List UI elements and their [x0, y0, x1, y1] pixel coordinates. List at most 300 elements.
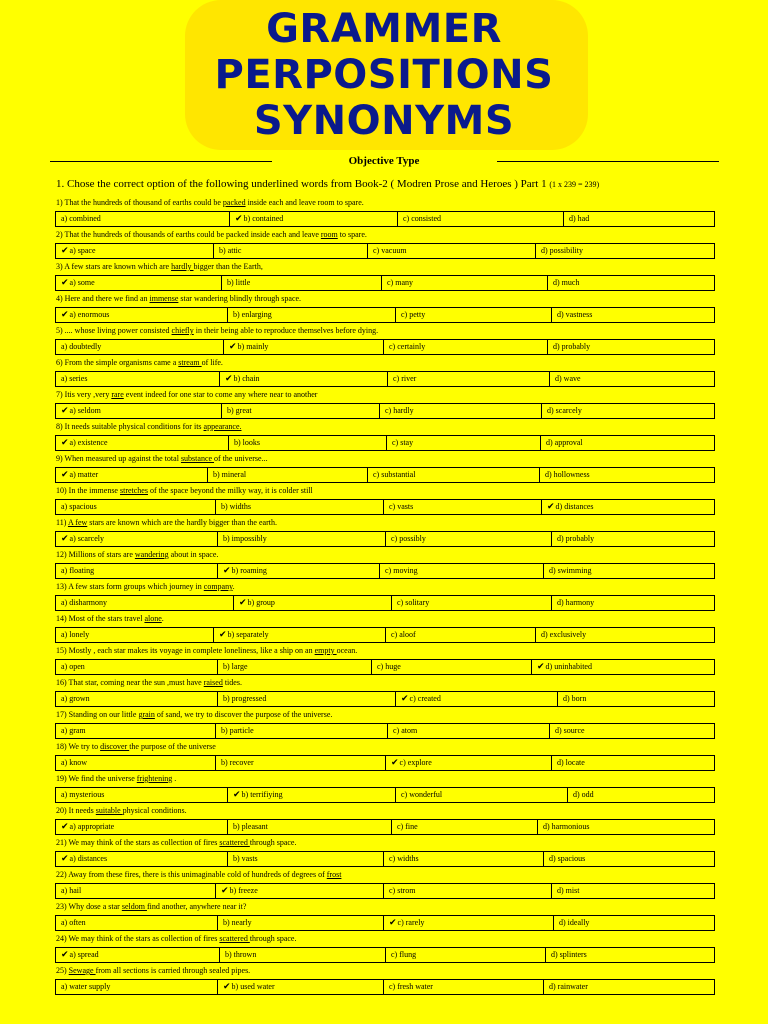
question-text-post: physical conditions.: [122, 806, 187, 815]
option-cell[interactable]: [56, 628, 214, 642]
option-cell[interactable]: [56, 980, 218, 994]
option-cell[interactable]: [387, 436, 541, 450]
option-cell[interactable]: [56, 468, 208, 482]
check-mark-icon: ✔: [61, 246, 69, 256]
option-cell[interactable]: [222, 276, 382, 290]
question-item: [55, 579, 715, 611]
option-row: [55, 595, 715, 611]
option-label: c) vasts: [389, 502, 414, 511]
option-label: b) enlarging: [233, 310, 272, 319]
option-row: [55, 915, 715, 931]
underlined-word: alone: [144, 614, 162, 623]
question-text: [56, 323, 378, 338]
option-cell[interactable]: [542, 500, 714, 514]
option-cell[interactable]: [56, 692, 218, 706]
option-label: c) river: [393, 374, 417, 383]
option-label: d) odd: [573, 790, 594, 799]
question-text-pre: 5) .... whose living power consisted: [56, 326, 172, 335]
question-item: [55, 707, 715, 739]
option-cell[interactable]: [368, 244, 536, 258]
option-label: c) certainly: [389, 342, 426, 351]
option-label: a) enormous: [69, 310, 110, 319]
question-text: [56, 931, 296, 946]
underlined-word: discover: [100, 742, 130, 751]
option-cell[interactable]: [544, 852, 714, 866]
option-label: d) distances: [555, 502, 594, 511]
option-cell[interactable]: [384, 884, 552, 898]
option-cell[interactable]: [558, 692, 714, 706]
check-mark-icon: ✔: [233, 790, 241, 800]
question-item: [55, 547, 715, 579]
check-mark-icon: ✔: [225, 374, 233, 384]
option-row: [55, 691, 715, 707]
question-item: [55, 387, 715, 419]
option-cell[interactable]: [218, 660, 372, 674]
option-label: c) widths: [389, 854, 419, 863]
option-label: d) born: [563, 694, 587, 703]
underlined-word: scattered: [219, 934, 250, 943]
option-label: b) little: [227, 278, 251, 287]
option-row: [55, 275, 715, 291]
section-heading: [56, 178, 756, 190]
option-label: a) matter: [69, 470, 99, 479]
option-row: [55, 627, 715, 643]
check-mark-icon: ✔: [61, 854, 69, 864]
option-cell[interactable]: [384, 340, 548, 354]
option-cell[interactable]: [56, 596, 234, 610]
question-text-post: from all sections is carried through sealed pipes.: [95, 966, 251, 975]
question-text: [56, 675, 242, 690]
question-text: [56, 707, 332, 722]
option-cell[interactable]: [214, 628, 386, 642]
question-text-post: star wandering blindly through space.: [178, 294, 302, 303]
option-cell[interactable]: [540, 468, 714, 482]
option-label: b) chain: [233, 374, 260, 383]
option-label: b) mineral: [213, 470, 247, 479]
option-label: c) explore: [399, 758, 432, 767]
option-cell[interactable]: [546, 948, 714, 962]
underlined-word: stream: [178, 358, 202, 367]
underlined-word: room: [320, 230, 338, 239]
question-text: [56, 547, 218, 562]
option-label: d) mist: [557, 886, 580, 895]
underlined-word: chiefly: [171, 326, 194, 335]
option-row: [55, 403, 715, 419]
question-text: [56, 387, 317, 402]
option-row: [55, 371, 715, 387]
option-label: d) exclusively: [541, 630, 587, 639]
option-label: a) lonely: [61, 630, 90, 639]
option-cell[interactable]: [228, 308, 396, 322]
check-mark-icon: ✔: [221, 886, 229, 896]
question-text: [56, 355, 223, 370]
question-item: [55, 643, 715, 675]
option-cell[interactable]: [218, 980, 384, 994]
option-cell[interactable]: [56, 820, 228, 834]
question-item: [55, 611, 715, 643]
question-text-post: .: [161, 614, 164, 623]
question-text-pre: 10) In the immense: [56, 486, 120, 495]
question-text: [56, 899, 246, 914]
option-cell[interactable]: [536, 244, 714, 258]
option-cell[interactable]: [388, 372, 550, 386]
check-mark-icon: ✔: [235, 214, 243, 224]
question-text: [56, 771, 176, 786]
option-cell[interactable]: [386, 756, 552, 770]
option-cell[interactable]: [552, 532, 714, 546]
option-cell[interactable]: [386, 628, 536, 642]
option-label: b) widths: [221, 502, 251, 511]
option-cell[interactable]: [56, 340, 224, 354]
option-cell[interactable]: [230, 212, 398, 226]
option-cell[interactable]: [532, 660, 714, 674]
option-cell[interactable]: [552, 308, 714, 322]
option-cell[interactable]: [56, 308, 228, 322]
question-item: [55, 867, 715, 899]
question-text: [56, 419, 242, 434]
option-cell[interactable]: [386, 532, 552, 546]
option-cell[interactable]: [218, 916, 384, 930]
option-label: d) uninhabited: [545, 662, 592, 671]
option-label: b) contained: [243, 214, 284, 223]
question-text: [56, 739, 216, 754]
option-cell[interactable]: [388, 724, 550, 738]
question-text: [56, 291, 301, 306]
option-cell[interactable]: [368, 468, 540, 482]
option-row: [55, 499, 715, 515]
question-text-post: to spare.: [337, 230, 367, 239]
question-item: [55, 259, 715, 291]
option-cell[interactable]: [222, 404, 380, 418]
question-text: [56, 579, 235, 594]
underlined-word: rare: [111, 390, 124, 399]
question-text: [56, 451, 268, 466]
question-text-post: of life.: [201, 358, 223, 367]
option-label: c) possibly: [391, 534, 426, 543]
option-row: [55, 307, 715, 323]
question-text-post: ocean.: [336, 646, 358, 655]
question-text-pre: 20) It needs: [56, 806, 96, 815]
option-cell[interactable]: [384, 852, 544, 866]
option-label: d) swimming: [549, 566, 592, 575]
option-cell[interactable]: [216, 724, 388, 738]
option-label: d) scarcely: [547, 406, 582, 415]
option-cell[interactable]: [380, 404, 542, 418]
option-cell[interactable]: [538, 820, 714, 834]
option-label: c) moving: [385, 566, 418, 575]
option-cell[interactable]: [548, 340, 714, 354]
section-heading-text: 1. Chose the correct option of the following underlined words from Book-2 ( Modren Prose and Heroes ) Part 1: [56, 178, 547, 190]
option-cell[interactable]: [392, 596, 552, 610]
question-text-pre: 8) It needs suitable physical conditions for its: [56, 422, 204, 431]
option-label: d) approval: [546, 438, 583, 447]
option-cell[interactable]: [542, 404, 714, 418]
option-label: a) spread: [69, 950, 99, 959]
option-label: b) particle: [221, 726, 254, 735]
option-cell[interactable]: [56, 276, 222, 290]
option-label: d) splinters: [551, 950, 587, 959]
option-label: d) harmony: [557, 598, 595, 607]
option-cell[interactable]: [544, 980, 714, 994]
option-label: c) rarely: [397, 918, 425, 927]
option-cell[interactable]: [56, 372, 220, 386]
option-cell[interactable]: [548, 276, 714, 290]
option-label: d) much: [553, 278, 580, 287]
check-mark-icon: ✔: [61, 950, 69, 960]
check-mark-icon: ✔: [401, 694, 409, 704]
question-text: [56, 803, 187, 818]
question-text: [56, 643, 357, 658]
option-label: a) hail: [61, 886, 82, 895]
question-text-post: through space.: [249, 934, 297, 943]
option-cell[interactable]: [552, 756, 714, 770]
underlined-word: grain: [138, 710, 155, 719]
option-label: c) fresh water: [389, 982, 433, 991]
option-cell[interactable]: [372, 660, 532, 674]
question-text: [56, 483, 313, 498]
option-cell[interactable]: [216, 756, 386, 770]
option-label: c) substantial: [373, 470, 416, 479]
question-text: [56, 195, 364, 210]
option-label: a) open: [61, 662, 85, 671]
question-text-post: inside each and leave room to spare.: [245, 198, 364, 207]
option-cell[interactable]: [56, 500, 216, 514]
option-label: b) nearly: [223, 918, 252, 927]
option-row: [55, 563, 715, 579]
underlined-word: immense: [149, 294, 179, 303]
option-label: a) often: [61, 918, 86, 927]
question-text-pre: 17) Standing on our little: [56, 710, 139, 719]
question-text-post: of the space beyond the milky way, it is colder still: [147, 486, 313, 495]
option-row: [55, 723, 715, 739]
underlined-word: packed: [222, 198, 246, 207]
option-cell[interactable]: [392, 820, 538, 834]
option-label: c) flung: [391, 950, 417, 959]
check-mark-icon: ✔: [61, 470, 69, 480]
option-cell[interactable]: [228, 788, 396, 802]
option-label: d) hollowness: [545, 470, 590, 479]
check-mark-icon: ✔: [61, 278, 69, 288]
question-item: [55, 483, 715, 515]
question-text: [56, 227, 367, 242]
option-cell[interactable]: [56, 756, 216, 770]
option-cell[interactable]: [56, 852, 228, 866]
option-cell[interactable]: [56, 948, 220, 962]
option-cell[interactable]: [56, 660, 218, 674]
option-cell[interactable]: [56, 884, 216, 898]
question-text-pre: 24) We may think of the stars as collection of fires: [56, 934, 220, 943]
option-label: a) water supply: [61, 982, 111, 991]
option-cell[interactable]: [380, 564, 544, 578]
option-label: a) some: [69, 278, 95, 287]
check-mark-icon: ✔: [537, 662, 545, 672]
option-cell[interactable]: [536, 628, 714, 642]
underlined-word: Sewage: [68, 966, 96, 975]
option-cell[interactable]: [384, 500, 542, 514]
option-label: a) appropriate: [69, 822, 115, 831]
option-row: [55, 947, 715, 963]
question-text-pre: 23) Why dose a star: [56, 902, 122, 911]
option-label: d) wave: [555, 374, 581, 383]
subtitle: Objective Type: [348, 155, 420, 167]
underlined-word: seldom: [121, 902, 147, 911]
option-cell[interactable]: [552, 884, 714, 898]
option-label: b) impossibly: [223, 534, 267, 543]
option-cell[interactable]: [220, 948, 386, 962]
option-label: a) floating: [61, 566, 95, 575]
option-cell[interactable]: [228, 820, 392, 834]
option-cell[interactable]: [568, 788, 714, 802]
option-cell[interactable]: [544, 564, 714, 578]
check-mark-icon: ✔: [391, 758, 399, 768]
question-text-post: of sand, we try to discover the purpose of the universe.: [154, 710, 333, 719]
option-cell[interactable]: [384, 916, 554, 930]
option-cell[interactable]: [220, 372, 388, 386]
underlined-word: A few: [67, 518, 88, 527]
option-cell[interactable]: [386, 948, 546, 962]
option-cell[interactable]: [396, 692, 558, 706]
check-mark-icon: ✔: [219, 630, 227, 640]
option-label: a) know: [61, 758, 87, 767]
option-label: c) petty: [401, 310, 426, 319]
option-cell[interactable]: [229, 436, 387, 450]
underlined-word: suitable: [95, 806, 123, 815]
option-label: c) vacuum: [373, 246, 407, 255]
option-cell[interactable]: [56, 564, 218, 578]
option-label: b) vasts: [233, 854, 258, 863]
question-item: [55, 195, 715, 227]
question-text: [56, 835, 296, 850]
option-label: d) ideally: [559, 918, 590, 927]
underlined-word: substance: [180, 454, 215, 463]
option-cell[interactable]: [224, 340, 384, 354]
question-text-pre: 22) Away from these fires, there is this unimaginable cold of hundreds of degrees of: [56, 870, 327, 879]
option-label: b) freeze: [229, 886, 258, 895]
check-mark-icon: ✔: [223, 982, 231, 992]
option-cell[interactable]: [552, 596, 714, 610]
option-row: [55, 819, 715, 835]
option-cell[interactable]: [396, 308, 552, 322]
option-cell[interactable]: [214, 244, 368, 258]
question-text-post: bigger than the Earth,: [193, 262, 263, 271]
option-label: b) attic: [219, 246, 242, 255]
option-cell[interactable]: [56, 788, 228, 802]
option-cell[interactable]: [382, 276, 548, 290]
underlined-word: frightening: [136, 774, 173, 783]
check-mark-icon: ✔: [61, 534, 69, 544]
option-cell[interactable]: [218, 692, 396, 706]
question-text-post: of the universe...: [214, 454, 268, 463]
option-row: [55, 755, 715, 771]
option-cell[interactable]: [564, 212, 714, 226]
option-cell[interactable]: [384, 980, 544, 994]
question-text-pre: 6) From the simple organisms came a: [56, 358, 179, 367]
option-cell[interactable]: [56, 724, 216, 738]
check-mark-icon: ✔: [61, 406, 69, 416]
option-label: c) created: [409, 694, 441, 703]
option-label: a) series: [61, 374, 88, 383]
question-text-pre: 16) That star, coming near the sun ,must have: [56, 678, 204, 687]
option-label: a) doubtedly: [61, 342, 102, 351]
option-cell[interactable]: [228, 852, 384, 866]
option-label: a) existence: [69, 438, 108, 447]
option-label: d) locate: [557, 758, 585, 767]
option-label: b) thrown: [225, 950, 257, 959]
question-text-pre: 18) We try to: [56, 742, 101, 751]
option-label: d) source: [555, 726, 585, 735]
question-text-post: the purpose of the universe: [129, 742, 216, 751]
check-mark-icon: ✔: [61, 438, 69, 448]
question-item: [55, 291, 715, 323]
question-text-pre: 14) Most of the stars travel: [56, 614, 145, 623]
check-mark-icon: ✔: [239, 598, 247, 608]
option-cell[interactable]: [234, 596, 392, 610]
check-mark-icon: ✔: [61, 310, 69, 320]
question-text-pre: 3) A few stars are known which are: [56, 262, 172, 271]
section-heading-note: (1 x 239 = 239): [549, 180, 600, 189]
option-label: b) roaming: [231, 566, 267, 575]
underlined-word: empty: [314, 646, 337, 655]
question-item: [55, 675, 715, 707]
check-mark-icon: ✔: [229, 342, 237, 352]
underlined-word: frost: [326, 870, 342, 879]
option-cell[interactable]: [56, 532, 218, 546]
option-label: b) pleasant: [233, 822, 268, 831]
question-text: [56, 611, 164, 626]
underlined-word: stretches: [119, 486, 148, 495]
option-label: c) strom: [389, 886, 416, 895]
option-cell[interactable]: [550, 372, 714, 386]
underlined-word: wandering: [134, 550, 169, 559]
option-row: [55, 787, 715, 803]
question-text: [56, 259, 263, 274]
option-cell[interactable]: [216, 500, 384, 514]
option-row: [55, 435, 715, 451]
title-block: [0, 0, 768, 150]
option-row: [55, 659, 715, 675]
option-cell[interactable]: [218, 532, 386, 546]
option-label: d) had: [569, 214, 590, 223]
title-line-3: SYNONYMS: [253, 98, 515, 144]
question-text-post: in their being able to reproduce themselves before dying.: [193, 326, 379, 335]
question-text-pre: 2) That the hundreds of thousands of earths could be packed inside each and leave: [56, 230, 321, 239]
option-cell[interactable]: [208, 468, 368, 482]
check-mark-icon: ✔: [61, 822, 69, 832]
option-cell[interactable]: [398, 212, 564, 226]
option-row: [55, 339, 715, 355]
option-cell[interactable]: [56, 436, 229, 450]
option-label: d) rainwater: [549, 982, 588, 991]
option-cell[interactable]: [56, 212, 230, 226]
option-cell[interactable]: [554, 916, 714, 930]
option-cell[interactable]: [56, 916, 218, 930]
question-text-pre: 9) When measured up against the total: [56, 454, 181, 463]
option-cell[interactable]: [541, 436, 714, 450]
option-cell[interactable]: [56, 244, 214, 258]
question-item: [55, 739, 715, 771]
option-label: d) probably: [553, 342, 591, 351]
option-cell[interactable]: [56, 404, 222, 418]
option-cell[interactable]: [396, 788, 568, 802]
question-item: [55, 835, 715, 867]
option-cell[interactable]: [550, 724, 714, 738]
question-item: [55, 963, 715, 995]
option-label: b) group: [247, 598, 275, 607]
option-row: [55, 883, 715, 899]
option-cell[interactable]: [218, 564, 380, 578]
option-cell[interactable]: [216, 884, 384, 898]
option-label: b) great: [227, 406, 252, 415]
